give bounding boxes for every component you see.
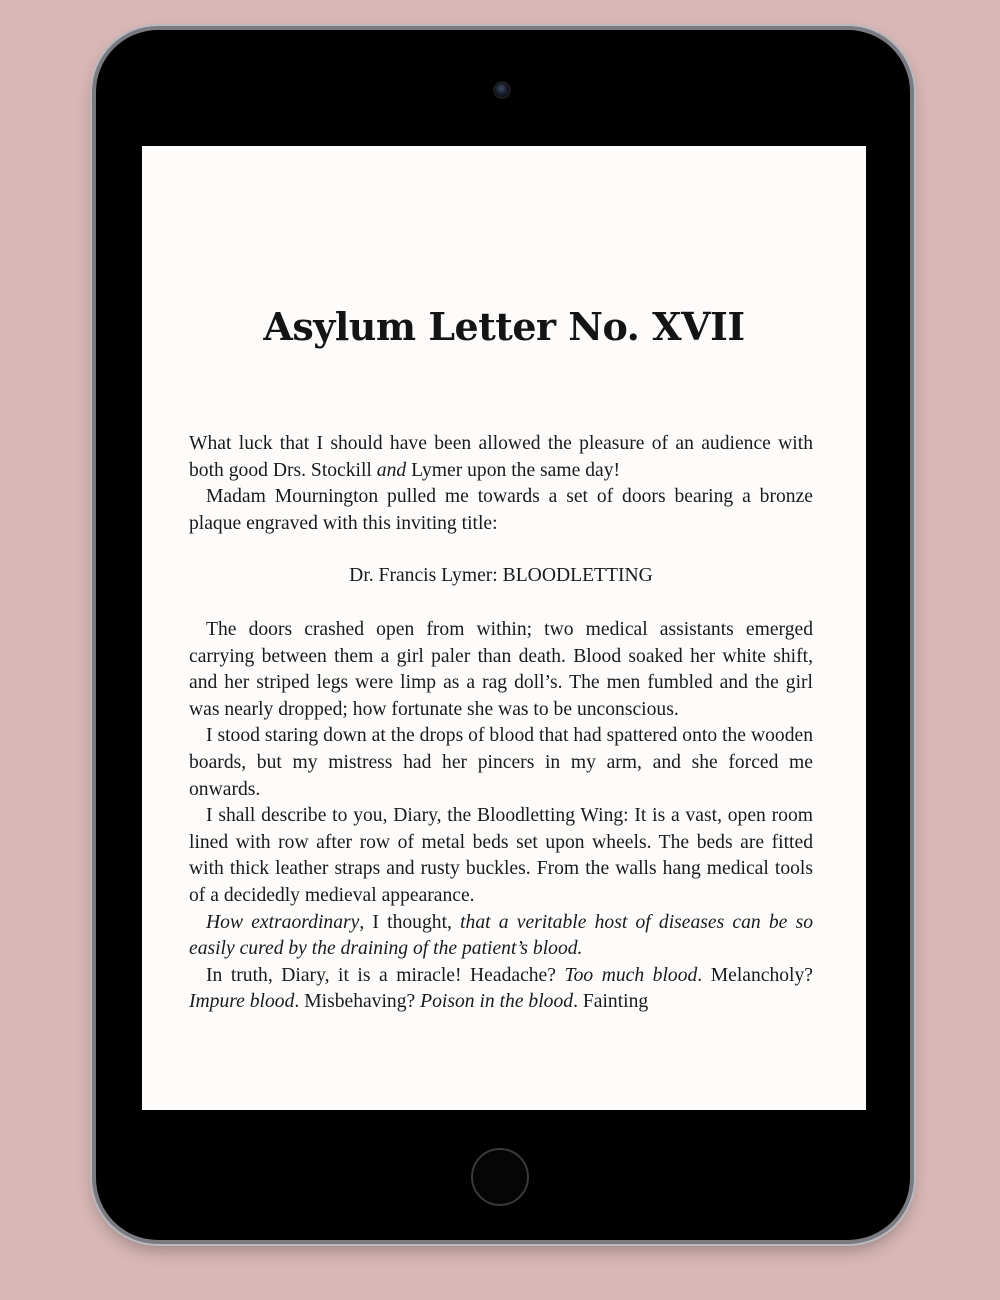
plaque-heading: Dr. Francis Lymer: BLOODLETTING — [349, 565, 653, 587]
paragraph-segment-italic: and — [376, 459, 407, 481]
paragraph-segment-italic: Poison in the blood — [420, 991, 574, 1013]
paragraph-segment: I stood staring down at the drops of blood that had spattered onto the wooden boards, but my mistress had her pincers in my arm, and she forced me onwards. — [189, 725, 813, 800]
paragraph-segment: , I thought, — [359, 911, 461, 933]
paragraph-segment: Lymer upon the same day! — [406, 459, 621, 481]
paragraph-4 — [189, 723, 813, 803]
tablet-device — [96, 30, 910, 1240]
page-title: Asylum Letter No. XVII — [263, 304, 745, 349]
paragraph-2 — [189, 484, 813, 537]
paragraph-segment: . Melancholy? — [697, 964, 813, 986]
paragraph-segment-italic: How extraordinary — [206, 911, 360, 933]
paragraph-segment-italic: Impure blood — [189, 991, 295, 1013]
home-button[interactable] — [471, 1148, 529, 1206]
paragraph-segment-italic: Too much blood — [564, 964, 698, 986]
paragraph-segment-italic: that a veritable host of diseases can be so easily cured by the draining of the patient’s blood. — [189, 911, 813, 960]
paragraph-segment: . Fainting — [573, 991, 649, 1013]
paragraph-segment: In truth, Diary, it is a miracle! Headache? — [206, 964, 565, 986]
paragraph-7 — [189, 963, 813, 1016]
ebook-screen[interactable] — [142, 146, 866, 1110]
paragraph-segment: What luck that I should have been allowed the pleasure of an audience with both good Drs. Stockill — [189, 433, 813, 481]
paragraph-5 — [189, 803, 813, 909]
front-camera-icon — [495, 83, 509, 97]
paragraph-6 — [189, 910, 813, 963]
paragraph-segment: Madam Mournington pulled me towards a set of doors bearing a bronze plaque engraved with this inviting title: — [189, 486, 813, 534]
paragraph-segment: The doors crashed open from within; two medical assistants emerged carrying between them a girl paler than death. Blood soaked her white shift, and her striped legs were limp as a rag doll’s. The men fumbled and the girl was nearly dropped; how fortunate she was to be unconscious. — [189, 618, 813, 720]
paragraph-3 — [189, 617, 813, 723]
paragraph-1 — [189, 431, 813, 484]
paragraph-segment: I shall describe to you, Diary, the Bloodletting Wing: It is a vast, open room lined with row after row of metal beds set upon wheels. The beds are fitted with thick leather straps and rusty buckles. From the walls hang medical tools of a decidedly medieval appearance. — [189, 805, 813, 906]
chapter-body — [189, 431, 813, 1016]
paragraph-segment: . Misbehaving? — [294, 991, 421, 1013]
